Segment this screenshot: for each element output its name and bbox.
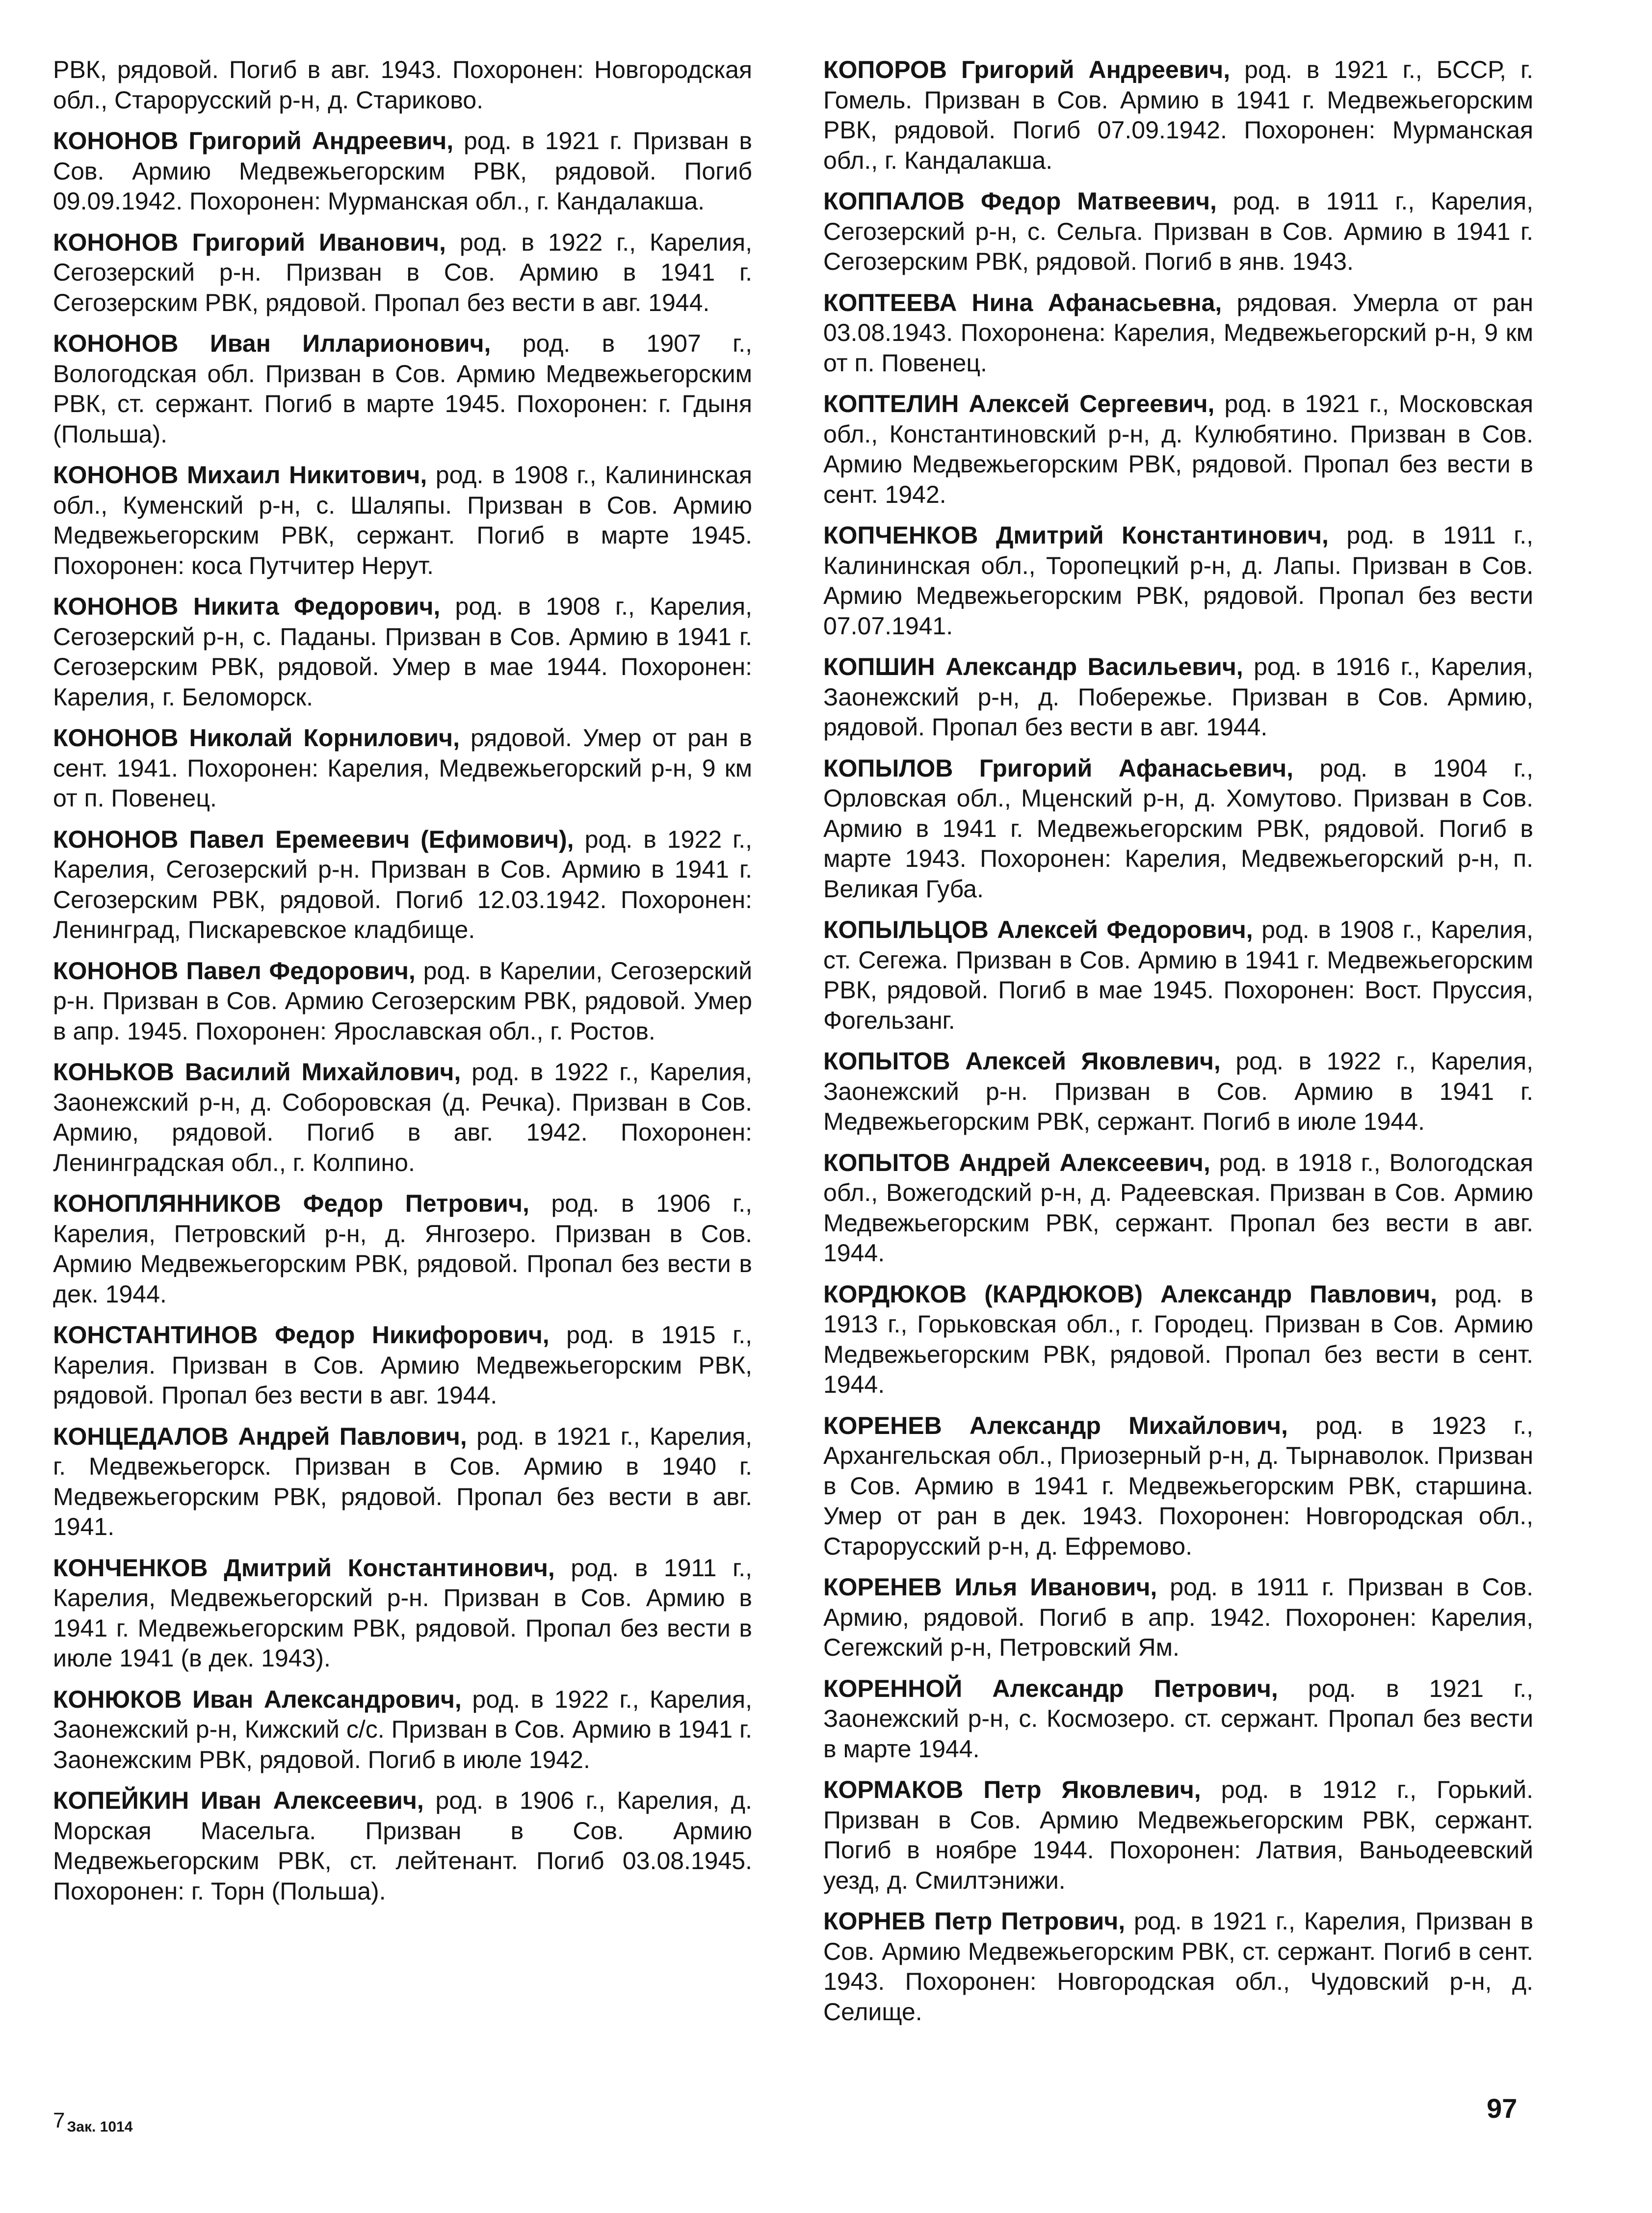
entry-text: род. в 1921 г., Карелия, Призван в Сов. Армию Медвежьегорским РВК, ст. сержант. Погиб в сент. 1943. Похоронен: Новгородская обл., Чудовский р-н, д. Селище. xyxy=(823,1907,1534,2026)
entry-text: род. в 1916 г., Карелия, Заонежский р-н, д. Побережье. Призван в Сов. Армию, рядовой. Пропал без вести в авг. 1944. xyxy=(823,653,1533,741)
entry xyxy=(823,1411,1533,1562)
entry-text: род. в 1906 г., Карелия, д. Морская Масельга. Призван в Сов. Армию Медвежьегорским РВК, ст. лейтенант. Погиб 03.08.1945. Похоронен: г. Торн (Польша). xyxy=(53,1787,752,1905)
entry-name: КОПШИН Александр Васильевич, xyxy=(823,653,1243,680)
entry xyxy=(53,1786,752,1906)
entry-name: КОРМАКОВ Петр Яковлевич, xyxy=(823,1776,1201,1803)
entry-name: КОПОРОВ Григорий Андреевич, xyxy=(823,56,1231,83)
entry-name: КОНЬКОВ Василий Михайлович, xyxy=(53,1058,461,1086)
entry-text: род. в 1906 г., Карелия, Петровский р-н, д. Янгозеро. Призван в Сов. Армию Медвежьегорским РВК, рядовой. Пропал без вести в дек. 1944. xyxy=(53,1190,753,1308)
entry-text: род. в 1911 г. Призван в Сов. Армию, рядовой. Погиб в апр. 1942. Похоронен: Карелия, Сегежский р-н, Петровский Ям. xyxy=(823,1573,1534,1661)
entry-text: род. в 1908 г., Калининская обл., Куменский р-н, с. Шаляпы. Призван в Сов. Армию Медвежьегорским РВК, сержант. Погиб в марте 1945. Похоронен: коса Путчитер Нерут. xyxy=(53,461,752,579)
right-column xyxy=(823,55,1533,2038)
entry xyxy=(823,1906,1533,2027)
entry-name: КОПТЕЕВА Нина Афанасьевна, xyxy=(823,288,1222,316)
entry xyxy=(53,1685,752,1775)
entry xyxy=(823,389,1533,510)
entry-name: КОНЮКОВ Иван Александрович, xyxy=(53,1685,462,1713)
entry xyxy=(53,592,752,712)
entry-name: КОПЫТОВ Алексей Яковлевич, xyxy=(823,1047,1221,1075)
entry-name: КОРЕНЕВ Илья Иванович, xyxy=(823,1573,1157,1601)
entry-name: КОПЧЕНКОВ Дмитрий Константинович, xyxy=(823,521,1329,549)
entry xyxy=(823,1572,1533,1663)
entry-text: род. в 1918 г., Вологодская обл., Вожегодский р-н, д. Радеевская. Призван в Сов. Армию Медвежьегорским РВК, сержант. Пропал без вести в авг. 1944. xyxy=(823,1148,1534,1267)
entry-text: род. в 1911 г., Карелия, Медвежьегорский р-н. Призван в Сов. Армию в 1941 г. Медвежьегорским РВК, рядовой. Пропал без вести в июле 1941 (в дек. 1943). xyxy=(53,1554,752,1672)
entry-text: род. в 1922 г., Карелия, Сегозерский р-н. Призван в Сов. Армию в 1941 г. Сегозерским РВК, рядовой. Погиб 12.03.1942. Похоронен: Ленинград, Пискаревское кладбище. xyxy=(53,825,752,943)
printing-signature xyxy=(53,2109,132,2135)
entry-text: род. в 1922 г., Карелия, Заонежский р-н. Призван в Сов. Армию в 1941 г. Медвежьегорским РВК, сержант. Погиб в июле 1944. xyxy=(823,1047,1534,1135)
entry-text: род. в 1921 г., Заонежский р-н, с. Космозеро. ст. сержант. Пропал без вести в марте 1944. xyxy=(823,1674,1533,1763)
entry-text: род. в 1911 г., Карелия, Сегозерский р-н, с. Сельга. Призван в Сов. Армию в 1941 г. Сегозерским РВК, рядовой. Погиб в янв. 1943. xyxy=(823,187,1533,275)
entry xyxy=(823,288,1533,379)
entry-text: рядовая. Умерла от ран 03.08.1943. Похоронена: Карелия, Медвежьегорский р-н, 9 км от п. Повенец. xyxy=(823,288,1533,377)
entry-name: КОРНЕВ Петр Петрович, xyxy=(823,1907,1126,1935)
entry xyxy=(53,460,752,581)
entry xyxy=(53,825,752,945)
entry xyxy=(823,1148,1533,1269)
entry xyxy=(823,521,1533,641)
entry-text: род. в 1907 г., Вологодская обл. Призван в Сов. Армию Медвежьегорским РВК, ст. сержант. Погиб в марте 1945. Похоронен: г. Гдыня (Польша). xyxy=(53,330,752,448)
entry-name: КОНОНОВ Никита Федорович, xyxy=(53,593,441,620)
entry-text: РВК, рядовой. Погиб в авг. 1943. Похоронен: Новгородская обл., Старорусский р-н, д. Стариково. xyxy=(53,56,752,114)
entry-name: КОПЫЛОВ Григорий Афанасьевич, xyxy=(823,754,1294,782)
signature-text: Зак. 1014 xyxy=(67,2119,133,2135)
entry-text: род. в 1922 г., Карелия, Сегозерский р-н. Призван в Сов. Армию в 1941 г. Сегозерским РВК, рядовой. Пропал без вести в авг. 1944. xyxy=(53,228,752,316)
entry xyxy=(823,754,1533,905)
entry-name: КОНОНОВ Михаил Никитович, xyxy=(53,461,427,489)
entry-text: род. в 1922 г., Карелия, Заонежский р-н, д. Соборовская (д. Речка). Призван в Сов. Армию, рядовой. Погиб в авг. 1942. Похоронен: Ленинградская обл., г. Колпино. xyxy=(53,1058,752,1176)
entry-name: КОНОНОВ Григорий Иванович, xyxy=(53,228,446,256)
entry-name: КОНОНОВ Николай Корнилович, xyxy=(53,724,460,752)
page-number: 97 xyxy=(1487,2093,1518,2124)
entry-name: КОНЦЕДАЛОВ Андрей Павлович, xyxy=(53,1422,467,1450)
left-column xyxy=(53,55,752,1917)
entry xyxy=(53,228,752,318)
entry xyxy=(53,1189,752,1309)
entry xyxy=(53,1057,752,1178)
entry-name: КОНОНОВ Григорий Андреевич, xyxy=(53,127,454,155)
entry-name: КОНОНОВ Павел Федорович, xyxy=(53,957,416,985)
entry-name: КОРДЮКОВ (КАРДЮКОВ) Александр Павлович, xyxy=(823,1280,1437,1308)
entry-text: род. в Карелии, Сегозерский р-н. Призван в Сов. Армию Сегозерским РВК, рядовой. Умер в апр. 1945. Похоронен: Ярославская обл., г. Ростов. xyxy=(53,957,752,1045)
entry xyxy=(53,956,752,1047)
entry-name: КОПЕЙКИН Иван Алексеевич, xyxy=(53,1787,424,1814)
entry xyxy=(53,126,752,217)
entry-name: КОПЫТОВ Андрей Алексеевич, xyxy=(823,1148,1210,1176)
entry-name: КОПЫЛЬЦОВ Алексей Федорович, xyxy=(823,916,1253,943)
entry-text: род. в 1911 г., Калининская обл., Торопецкий р-н, д. Лапы. Призван в Сов. Армию Медвежьегорским РВК, рядовой. Пропал без вести 07.07.1941. xyxy=(823,521,1533,640)
entry-text: род. в 1921 г. Призван в Сов. Армию Медвежьегорским РВК, рядовой. Погиб 09.09.1942. Похоронен: Мурманская обл., г. Кандалакша. xyxy=(53,127,752,215)
entry-text: род. в 1904 г., Орловская обл., Мценский р-н, д. Хомутово. Призван в Сов. Армию в 1941 г. Медвежьегорским РВК, рядовой. Погиб в марте 1943. Похоронен: Карелия, Медвежьегорский р-н, п. Великая Губа. xyxy=(823,754,1534,903)
entry xyxy=(823,1046,1533,1137)
entry-text: род. в 1923 г., Архангельская обл., Приозерный р-н, д. Тырнаволок. Призван в Сов. Армию в 1941 г. Медвежьегорским РВК, старшина. Умер от ран в дек. 1943. Похоронен: Новгородская обл., Старорусский р-н, д. Ефремово. xyxy=(823,1411,1533,1560)
entry-name: КОНОНОВ Павел Еремеевич (Ефимович), xyxy=(53,825,574,853)
entry-name: КОНОПЛЯННИКОВ Федор Петрович, xyxy=(53,1190,529,1217)
entry-text: рядовой. Умер от ран в сент. 1941. Похоронен: Карелия, Медвежьегорский р-н, 9 км от п. Повенец. xyxy=(53,724,752,812)
entry-text: род. в 1912 г., Горький. Призван в Сов. Армию Медвежьегорским РВК, сержант. Погиб в ноябре 1944. Похоронен: Латвия, Ваньодеевский уезд, д. Смилтэнижи. xyxy=(823,1776,1533,1894)
entry-text: род. в 1908 г., Карелия, ст. Сегежа. Призван в Сов. Армию в 1941 г. Медвежьегорским РВК, рядовой. Погиб в мае 1945. Похоронен: Вост. Пруссия, Фогельзанг. xyxy=(823,916,1533,1034)
entry xyxy=(823,186,1533,277)
signature-number: 7 xyxy=(53,2109,65,2133)
entry xyxy=(823,1674,1533,1765)
entry xyxy=(53,1553,752,1674)
entry xyxy=(53,1320,752,1411)
entry-name: КОРЕННОЙ Александр Петрович, xyxy=(823,1674,1278,1702)
entry-name: КОНОНОВ Иван Илларионович, xyxy=(53,330,491,357)
entry xyxy=(53,329,752,449)
entry-text: род. в 1921 г., БССР, г. Гомель. Призван в Сов. Армию в 1941 г. Медвежьегорским РВК, рядовой. Погиб 07.09.1942. Похоронен: Мурманская обл., г. Кандалакша. xyxy=(823,56,1533,174)
entry xyxy=(53,723,752,814)
entry xyxy=(823,55,1533,176)
entry xyxy=(823,915,1533,1036)
entry-text: род. в 1922 г., Карелия, Заонежский р-н, Кижский с/с. Призван в Сов. Армию в 1941 г. Заонежским РВК, рядовой. Погиб в июле 1942. xyxy=(53,1685,752,1773)
entry-text: род. в 1908 г., Карелия, Сегозерский р-н, с. Паданы. Призван в Сов. Армию в 1941 г. Сегозерским РВК, рядовой. Умер в мае 1944. Похоронен: Карелия, г. Беломорск. xyxy=(53,593,752,711)
entry-name: КОРЕНЕВ Александр Михайлович, xyxy=(823,1411,1288,1439)
entry-name: КОППАЛОВ Федор Матвеевич, xyxy=(823,187,1217,215)
entry-text: род. в 1921 г., Карелия, г. Медвежьегорск. Призван в Сов. Армию в 1940 г. Медвежьегорским РВК, рядовой. Пропал без вести в авг. 1941. xyxy=(53,1422,753,1540)
entry xyxy=(823,1279,1533,1400)
entry xyxy=(823,652,1533,743)
entry xyxy=(823,1775,1533,1896)
entry-name: КОНСТАНТИНОВ Федор Никифорович, xyxy=(53,1321,550,1349)
entry-text: род. в 1913 г., Горьковская обл., г. Городец. Призван в Сов. Армию Медвежьегорским РВК, рядовой. Пропал без вести в сент. 1944. xyxy=(823,1280,1534,1398)
entry-name: КОНЧЕНКОВ Дмитрий Константинович, xyxy=(53,1554,555,1582)
entry-text: род. в 1915 г., Карелия. Призван в Сов. Армию Медвежьегорским РВК, рядовой. Пропал без вести в авг. 1944. xyxy=(53,1321,752,1409)
entry-name: КОПТЕЛИН Алексей Сергеевич, xyxy=(823,390,1215,417)
entry xyxy=(53,1422,752,1542)
entry-text: род. в 1921 г., Московская обл., Константиновский р-н, д. Кулюбятино. Призван в Сов. Армию Медвежьегорским РВК, рядовой. Пропал без вести в сент. 1942. xyxy=(823,390,1533,508)
entry xyxy=(53,55,752,115)
